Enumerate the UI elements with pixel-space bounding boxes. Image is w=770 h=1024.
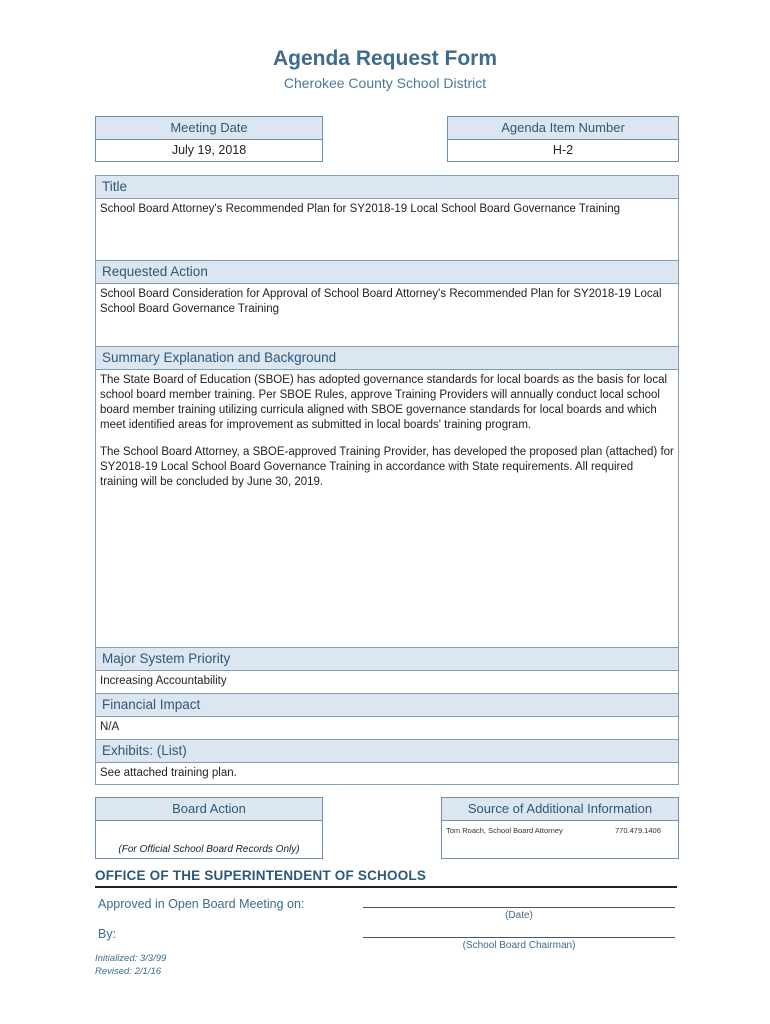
by-label: By: xyxy=(98,927,117,941)
requested-action-text: School Board Consideration for Approval of School Board Attorney's Recommended Plan for SY2018-19 Local School Board Governance Training xyxy=(100,288,662,315)
priority-text: Increasing Accountability xyxy=(100,675,227,687)
date-caption: (Date) xyxy=(505,910,533,921)
exhibits-text: See attached training plan. xyxy=(100,767,237,779)
financial-body xyxy=(95,717,679,739)
requested-action-header: Requested Action xyxy=(95,260,679,284)
district-name: Cherokee County School District xyxy=(283,75,487,91)
title-text: School Board Attorney's Recommended Plan for SY2018-19 Local School Board Governance Training xyxy=(100,203,621,215)
initialized-date: Initialized: 3/3/99 xyxy=(95,953,167,964)
requested-action-body xyxy=(95,284,679,346)
date-signature-line[interactable] xyxy=(363,906,675,908)
board-action-note: (For Official School Board Records Only) xyxy=(118,844,300,855)
title-section-body xyxy=(95,199,679,261)
financial-text: N/A xyxy=(100,721,120,733)
title-section-header: Title xyxy=(95,175,679,199)
priority-header: Major System Priority xyxy=(95,647,679,671)
source-phone: 770.479.1406 xyxy=(615,826,661,835)
financial-header: Financial Impact xyxy=(95,693,679,717)
office-divider xyxy=(95,886,677,888)
approved-label: Approved in Open Board Meeting on: xyxy=(98,897,305,911)
source-header: Source of Additional Information xyxy=(441,797,679,821)
board-action-body xyxy=(95,821,323,859)
meeting-date-label: Meeting Date xyxy=(95,116,323,140)
chairman-signature-line[interactable] xyxy=(363,936,675,938)
summary-paragraph-1: The State Board of Education (SBOE) has adopted governance standards for local boards as the basis for local school board member training. Per SBOE Rules, approve Training Providers will annually conduct local school board member training utilizing curricula aligned with SBOE governance standards for local boards and which meet identified areas for improvement as submitted in local boards' training program. xyxy=(100,374,668,431)
exhibits-body xyxy=(95,763,679,785)
summary-body xyxy=(95,370,679,647)
office-heading: OFFICE OF THE SUPERINTENDENT OF SCHOOLS xyxy=(95,868,427,883)
chairman-caption: (School Board Chairman) xyxy=(462,940,576,951)
summary-paragraph-2: The School Board Attorney, a SBOE-approved Training Provider, has developed the proposed plan (attached) for SY2018-19 Local School Board Governance Training in accordance with State requirements. All required training will be concluded by June 30, 2019. xyxy=(100,446,674,488)
page-title: Agenda Request Form xyxy=(272,47,498,70)
revised-date: Revised: 2/1/16 xyxy=(95,966,162,977)
priority-body xyxy=(95,671,679,693)
summary-header: Summary Explanation and Background xyxy=(95,346,679,370)
meeting-date-value: July 19, 2018 xyxy=(95,140,323,162)
exhibits-header: Exhibits: (List) xyxy=(95,739,679,763)
source-contact: Tom Roach, School Board Attorney xyxy=(446,826,563,835)
agenda-item-label: Agenda Item Number xyxy=(447,116,679,140)
source-body xyxy=(441,821,679,859)
agenda-item-value: H-2 xyxy=(447,140,679,162)
board-action-header: Board Action xyxy=(95,797,323,821)
